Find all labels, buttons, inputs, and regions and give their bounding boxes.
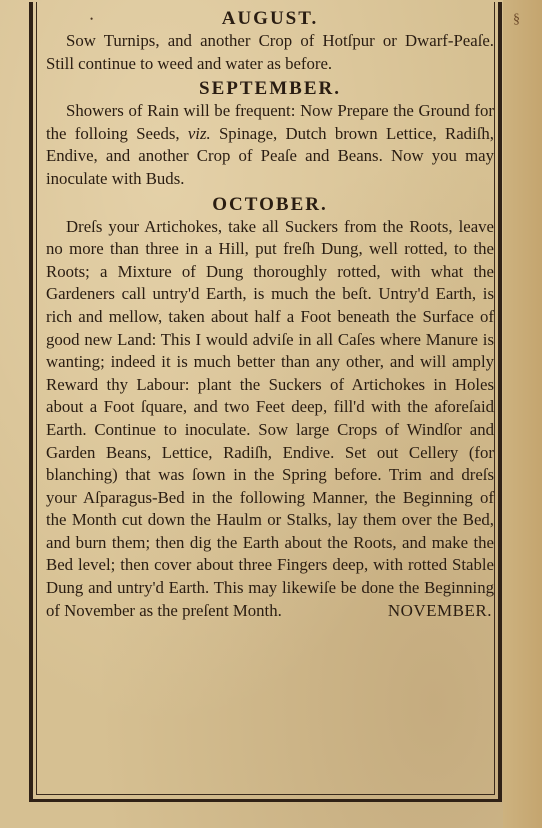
- august-text: Sow Turnips, and another Crop of Hotſpur or Dwarf-Peaſe. Still continue to weed and water as before.: [46, 31, 494, 73]
- september-text: Showers of Rain will be frequent: Now Prepare the Ground for the folloing Seeds, viz. Spinage, Dutch brown Lettice, Radiſh, Endive, and another Crop of Peaſe and Beans. Now you may inoculate with Buds.: [46, 101, 494, 188]
- page-text: [46, 7, 494, 622]
- catchword: NOVEMBER.: [387, 600, 492, 620]
- heading-august: AUGUST.: [221, 8, 319, 29]
- october-text: Dreſs your Artichokes, take all Suckers from the Roots, leave no more than three in a Hill, put freſh Dung, well rotted, to the Roots; a Mixture of Dung thoroughly rotted, with what the Gardeners call untry'd Earth, is much the beſt. Untry'd Earth, is rich and mellow, taken about half a Foot beneath the Surface of good new Land: This I would adviſe in all Caſes where Manure is wanting; indeed it is much better than any other, and will amply Reward thy Labour: plant the Suckers of Artichokes in Holes about a Foot ſquare, and two Feet deep, fill'd with the aforeſaid Earth. Continue to inoculate. Sow large Crops of Windſor and Garden Beans, Lettice, Radiſh, Endive. Set out Cellery (for blanching) that was ſown in the Spring before. Trim and dreſs your Aſparagus-Bed in the following Manner, the Beginning of the Month cut down the Haulm or Stalks, lay them over the Bed, and burn them; then dig the Earth about the Roots, and make the Bed level; then cover about three Fingers deep, with rotted Stable Dung and untry'd Earth. This may likewiſe be done the Beginning of November as the preſent Month. NOVEMBER.: [46, 216, 494, 623]
- heading-october: OCTOBER.: [212, 193, 328, 215]
- print-speck-icon: •: [90, 14, 94, 24]
- page-margin: [503, 0, 542, 828]
- viz-abbrev: viz.: [187, 123, 211, 143]
- heading-september: SEPTEMBER.: [199, 78, 341, 100]
- margin-ornament-icon: §: [513, 12, 520, 27]
